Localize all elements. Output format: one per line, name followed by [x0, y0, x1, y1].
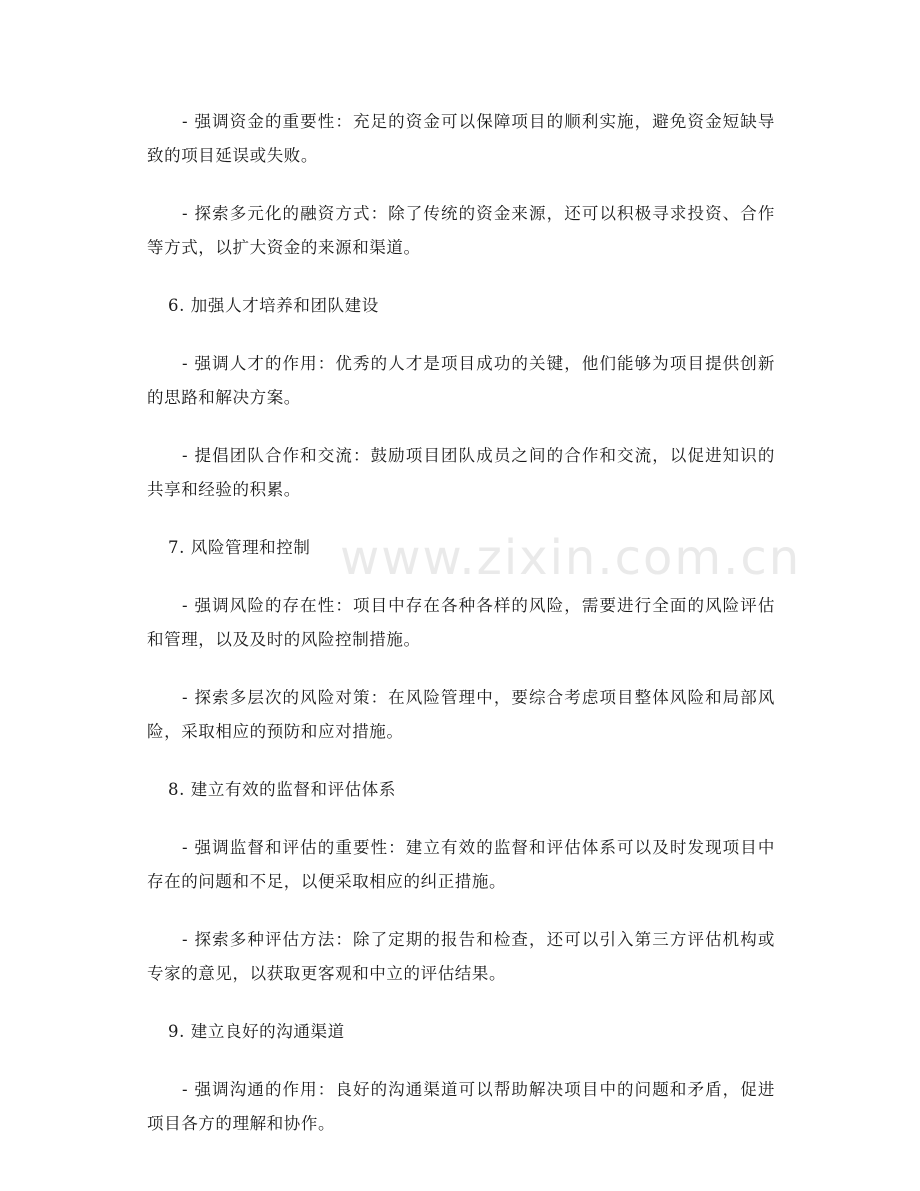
paragraph-diversified-financing: - 探索多元化的融资方式：除了传统的资金来源，还可以积极寻求投资、合作等方式，以扩大资金的来源和渠道。: [147, 204, 775, 257]
paragraph-team-cooperation: - 提倡团队合作和交流：鼓励项目团队成员之间的合作和交流，以促进知识的共享和经验的积累。: [147, 446, 775, 499]
paragraph-communication-role: - 强调沟通的作用：良好的沟通渠道可以帮助解决项目中的问题和矛盾，促进项目各方的理解和协作。: [147, 1080, 775, 1133]
paragraph-supervision-importance: - 强调监督和评估的重要性：建立有效的监督和评估体系可以及时发现项目中存在的问题和不足，以便采取相应的纠正措施。: [147, 838, 775, 891]
paragraph-talent-role: - 强调人才的作用：优秀的人才是项目成功的关键，他们能够为项目提供创新的思路和解决方案。: [147, 354, 775, 407]
paragraph-risk-existence: - 强调风险的存在性：项目中存在各种各样的风险，需要进行全面的风险评估和管理，以及及时的风险控制措施。: [147, 596, 775, 649]
paragraph-funding-importance: - 强调资金的重要性：充足的资金可以保障项目的顺利实施，避免资金短缺导致的项目延误或失败。: [147, 112, 775, 165]
section-heading-7: 7. 风险管理和控制: [168, 538, 311, 557]
watermark: www.zixin.com.cn: [340, 530, 802, 586]
paragraph-risk-countermeasures: - 探索多层次的风险对策：在风险管理中，要综合考虑项目整体风险和局部风险，采取相应的预防和应对措施。: [147, 688, 775, 741]
section-heading-8: 8. 建立有效的监督和评估体系: [168, 780, 396, 799]
document-body: [147, 105, 775, 1165]
paragraph-evaluation-methods: - 探索多种评估方法：除了定期的报告和检查，还可以引入第三方评估机构或专家的意见，以获取更客观和中立的评估结果。: [147, 930, 775, 983]
section-heading-9: 9. 建立良好的沟通渠道: [168, 1022, 345, 1041]
section-heading-6: 6. 加强人才培养和团队建设: [168, 296, 379, 315]
